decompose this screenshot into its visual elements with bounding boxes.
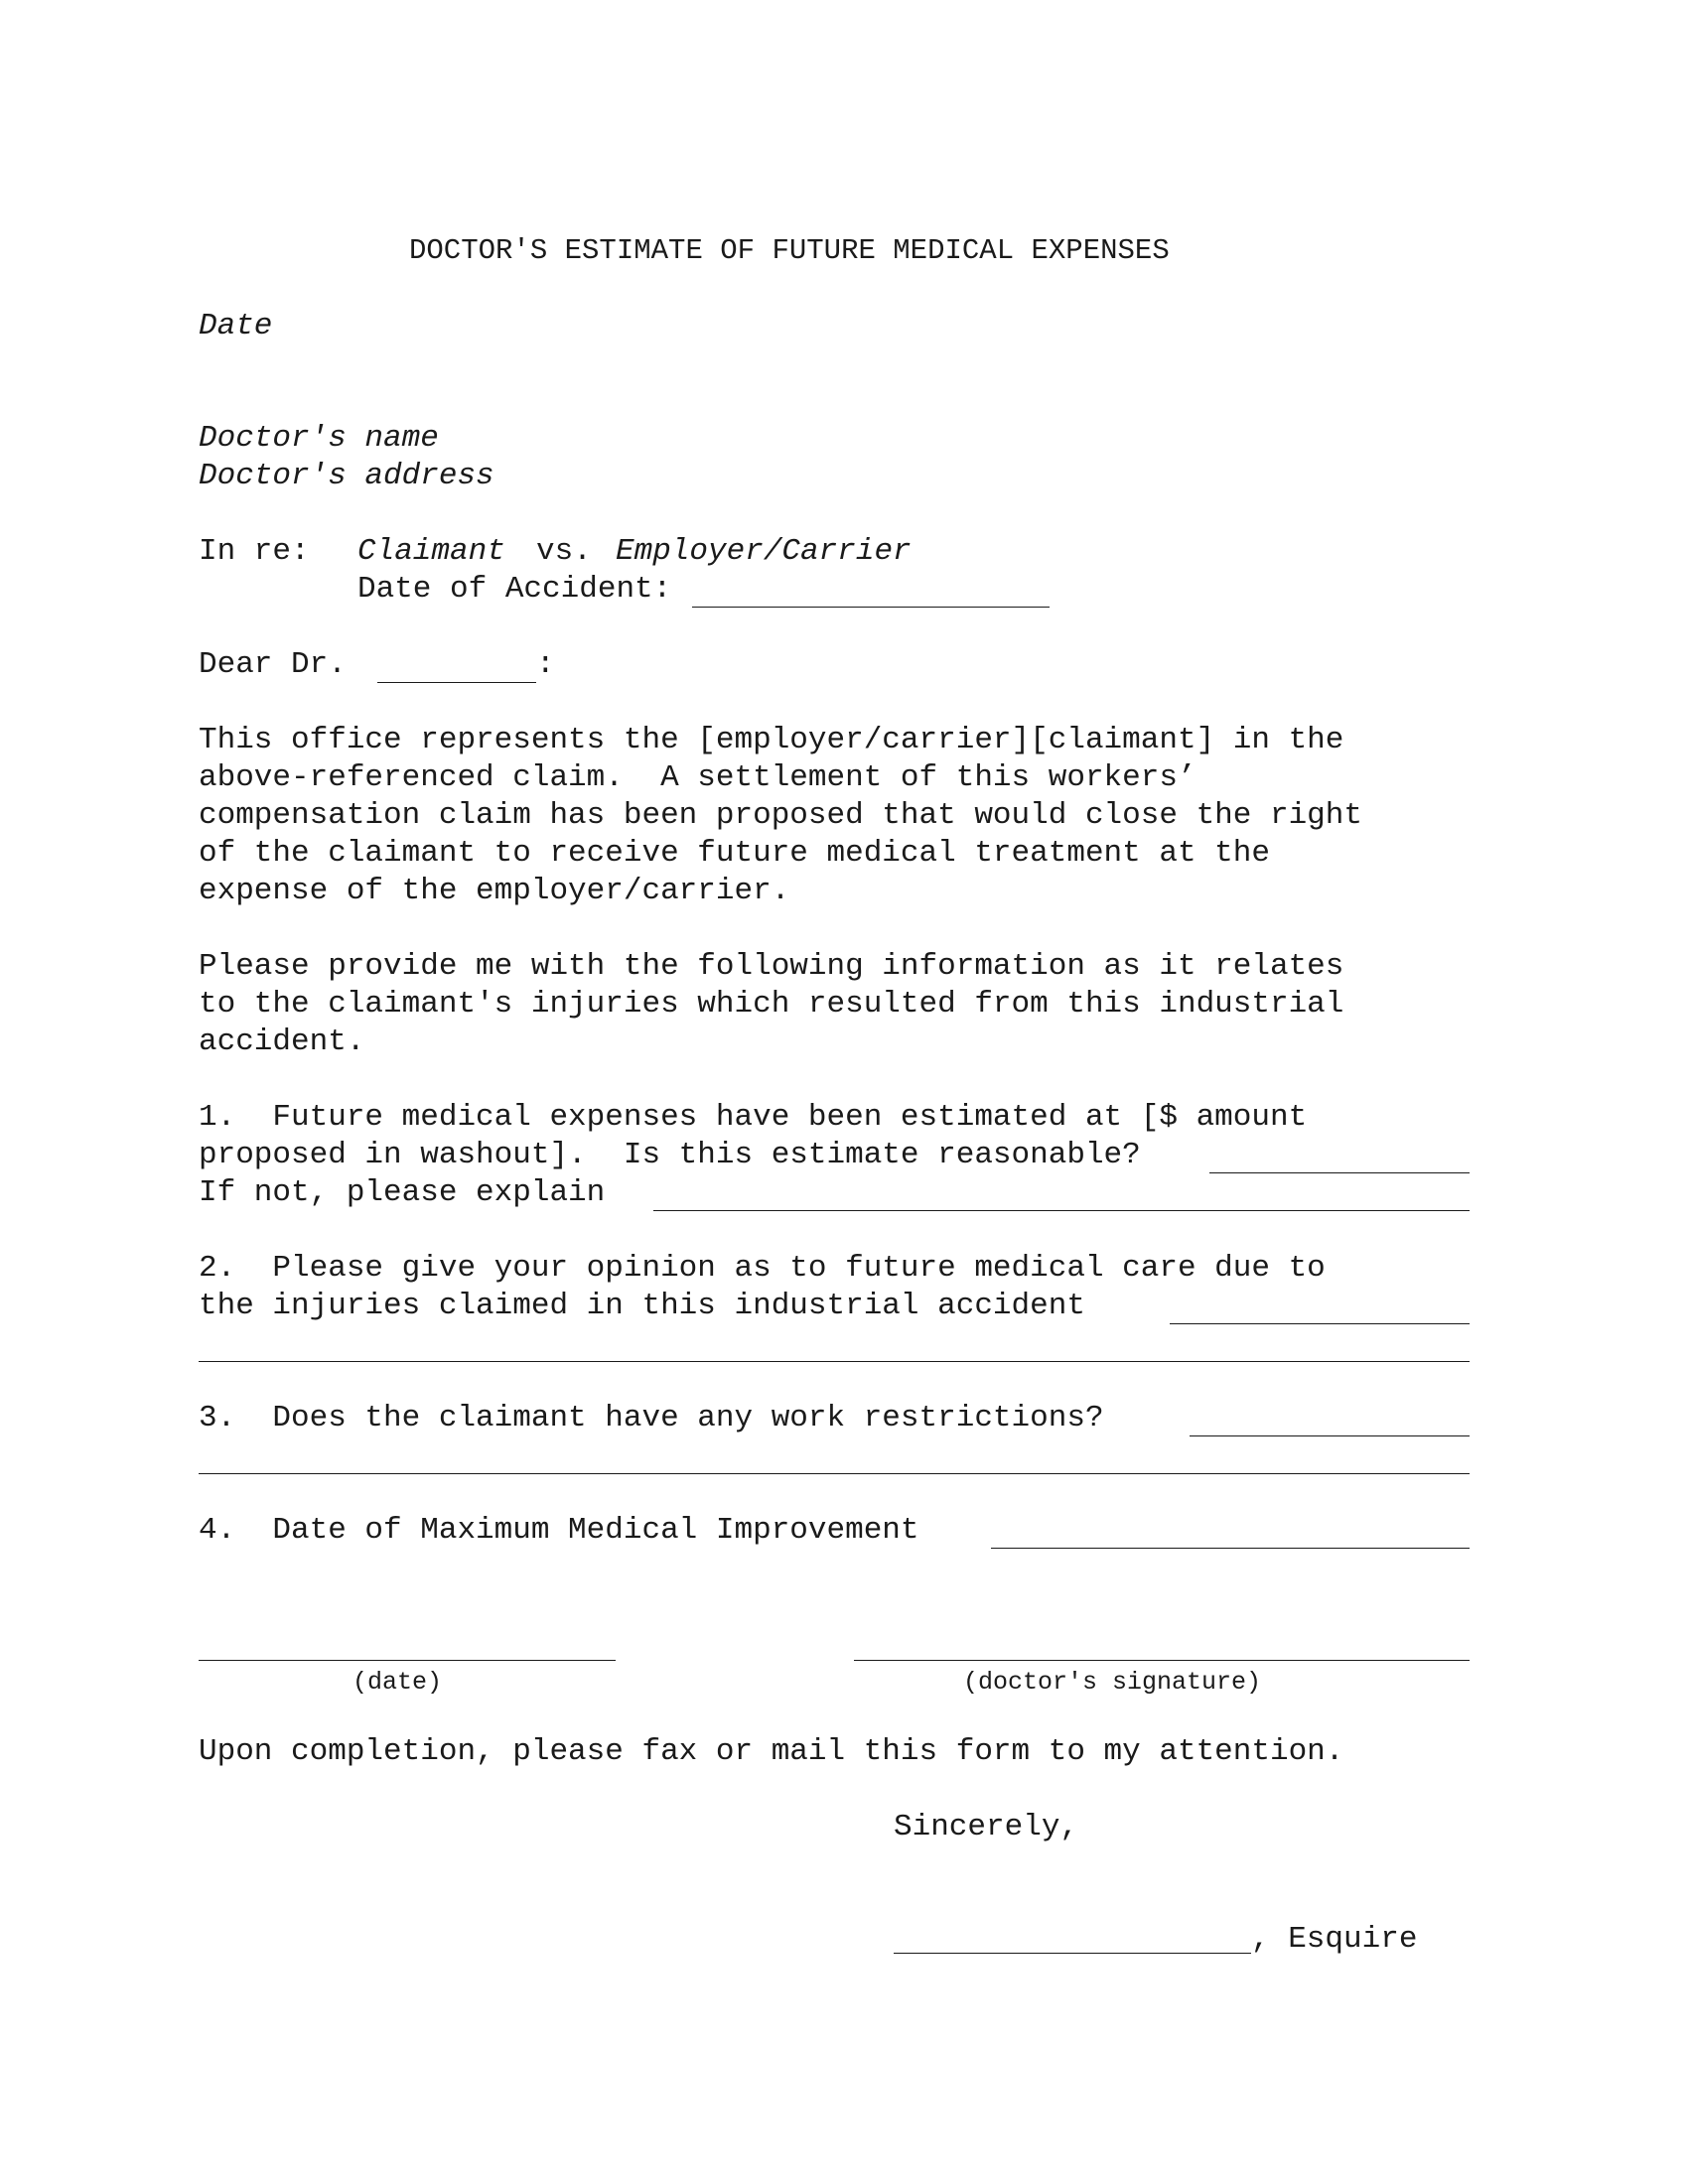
claimant-name: Claimant (357, 534, 505, 569)
paragraph-line: above-referenced claim. A settlement of this workers’ (199, 760, 1196, 795)
work-restrictions-field[interactable] (1190, 1435, 1470, 1436)
closing: Sincerely, (894, 1810, 1079, 1844)
date-of-accident-label: Date of Accident: (357, 572, 672, 607)
doctor-name: Doctor's name (199, 421, 439, 456)
document-title: DOCTOR'S ESTIMATE OF FUTURE MEDICAL EXPENSES (409, 234, 1170, 267)
attorney-name-field[interactable] (894, 1953, 1251, 1954)
date-placeholder: Date (199, 309, 273, 343)
vs-text: vs. (536, 534, 592, 569)
paragraph-line: of the claimant to receive future medical treatment at the (199, 836, 1270, 871)
question-3: 3. Does the claimant have any work restrictions? (199, 1401, 1104, 1435)
salutation: Dear Dr. (199, 647, 347, 682)
question-4: 4. Date of Maximum Medical Improvement (199, 1513, 919, 1548)
paragraph-line: accident. (199, 1024, 365, 1059)
completion-note: Upon completion, please fax or mail this form to my attention. (199, 1734, 1344, 1769)
signature-caption: (doctor's signature) (963, 1668, 1262, 1697)
question-2-line: the injuries claimed in this industrial accident (199, 1289, 1085, 1323)
question-1-line: If not, please explain (199, 1175, 606, 1210)
doctor-signature-field[interactable] (854, 1660, 1470, 1661)
doctor-address: Doctor's address (199, 459, 494, 493)
paragraph-line: to the claimant's injuries which resulted from this industrial (199, 987, 1344, 1022)
question-2-line: 2. Please give your opinion as to future medical care due to (199, 1251, 1326, 1286)
employer-carrier: Employer/Carrier (616, 534, 912, 569)
salutation-colon: : (536, 647, 555, 682)
date-caption: (date) (352, 1668, 443, 1697)
future-care-field-continued[interactable] (199, 1361, 1470, 1362)
paragraph-line: This office represents the [employer/carrier][claimant] in the (199, 723, 1344, 757)
paragraph-line: Please provide me with the following information as it relates (199, 949, 1344, 984)
estimate-reasonable-field[interactable] (1209, 1172, 1470, 1173)
esquire-suffix: , Esquire (1251, 1922, 1418, 1957)
in-re-label: In re: (199, 534, 310, 569)
explain-field[interactable] (653, 1210, 1470, 1211)
future-care-field[interactable] (1170, 1323, 1470, 1324)
mmi-date-field[interactable] (991, 1548, 1470, 1549)
paragraph-line: compensation claim has been proposed that would close the right (199, 798, 1362, 833)
work-restrictions-field-continued[interactable] (199, 1473, 1470, 1474)
signature-date-field[interactable] (199, 1660, 616, 1661)
doctor-lastname-field[interactable] (377, 682, 536, 683)
date-of-accident-field[interactable] (692, 607, 1050, 608)
question-1-line: proposed in washout]. Is this estimate reasonable? (199, 1138, 1141, 1172)
paragraph-line: expense of the employer/carrier. (199, 874, 790, 908)
question-1-line: 1. Future medical expenses have been estimated at [$ amount (199, 1100, 1308, 1135)
